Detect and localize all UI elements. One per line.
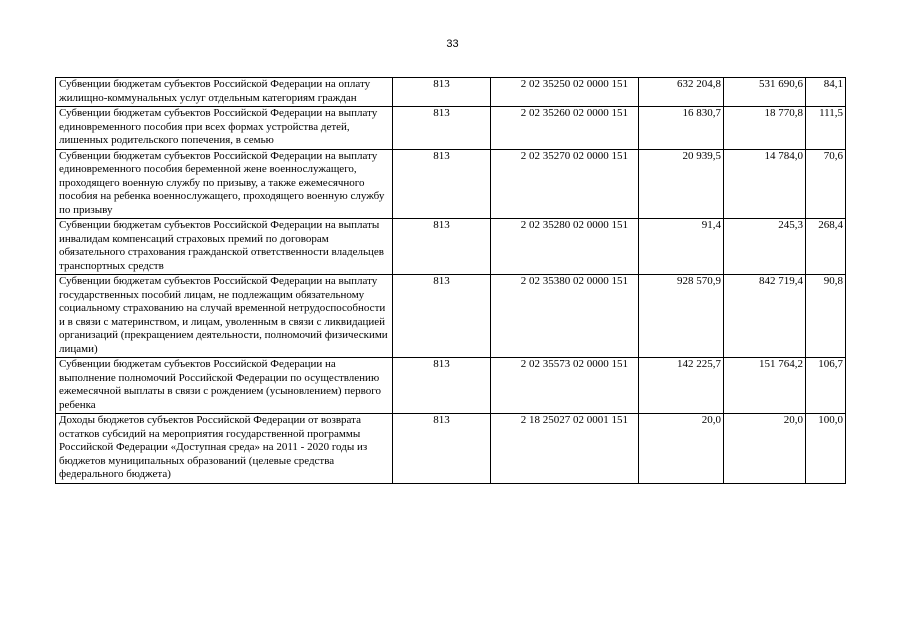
row-percent: 90,8 xyxy=(806,275,846,358)
row-description: Субвенции бюджетам субъектов Российской Федерации на выплату государственных пособий лицам, не подлежащим обязательному социальному страхованию на случай временной нетрудоспособности и в связи с материнством, и лицам, уволенным в связи с ликвидацией организаций (прекращением деятельности, полномочий физическими лицами) xyxy=(56,275,393,358)
row-budget-code: 2 02 35280 02 0000 151 xyxy=(491,219,639,275)
row-description: Субвенции бюджетам субъектов Российской Федерации на выплату единовременного пособия при всех формах устройства детей, лишенных родительского попечения, в семью xyxy=(56,107,393,150)
row-admin-code: 813 xyxy=(393,275,491,358)
row-percent: 106,7 xyxy=(806,358,846,414)
row-budget-code: 2 02 35380 02 0000 151 xyxy=(491,275,639,358)
row-value-2: 151 764,2 xyxy=(724,358,806,414)
row-admin-code: 813 xyxy=(393,107,491,150)
row-budget-code: 2 02 35260 02 0000 151 xyxy=(491,107,639,150)
table-row xyxy=(56,414,846,484)
row-description: Субвенции бюджетам субъектов Российской Федерации на оплату жилищно-коммунальных услуг отдельным категориям граждан xyxy=(56,78,393,107)
row-percent: 268,4 xyxy=(806,219,846,275)
row-admin-code: 813 xyxy=(393,414,491,484)
table-row xyxy=(56,358,846,414)
row-value-1: 142 225,7 xyxy=(639,358,724,414)
row-value-1: 928 570,9 xyxy=(639,275,724,358)
table-row xyxy=(56,107,846,150)
row-percent: 84,1 xyxy=(806,78,846,107)
row-budget-code: 2 02 35250 02 0000 151 xyxy=(491,78,639,107)
budget-table xyxy=(55,77,846,484)
row-value-2: 245,3 xyxy=(724,219,806,275)
row-value-1: 16 830,7 xyxy=(639,107,724,150)
row-value-2: 20,0 xyxy=(724,414,806,484)
row-admin-code: 813 xyxy=(393,219,491,275)
row-value-1: 20 939,5 xyxy=(639,149,724,219)
table-row xyxy=(56,149,846,219)
row-percent: 70,6 xyxy=(806,149,846,219)
row-value-2: 842 719,4 xyxy=(724,275,806,358)
row-value-2: 14 784,0 xyxy=(724,149,806,219)
row-value-1: 20,0 xyxy=(639,414,724,484)
row-budget-code: 2 02 35270 02 0000 151 xyxy=(491,149,639,219)
row-description: Субвенции бюджетам субъектов Российской Федерации на выплаты инвалидам компенсаций страховых премий по договорам обязательного страхования гражданской ответственности владельцев транспортных средств xyxy=(56,219,393,275)
row-value-2: 531 690,6 xyxy=(724,78,806,107)
row-value-2: 18 770,8 xyxy=(724,107,806,150)
row-admin-code: 813 xyxy=(393,149,491,219)
row-value-1: 632 204,8 xyxy=(639,78,724,107)
row-description: Субвенции бюджетам субъектов Российской Федерации на выплату единовременного пособия беременной жене военнослужащего, проходящего военную службу по призыву, а также ежемесячного пособия на ребенка военнослужащего, проходящего военную службу по призыву xyxy=(56,149,393,219)
row-description: Субвенции бюджетам субъектов Российской Федерации на выполнение полномочий Российской Федерации по осуществлению ежемесячной выплаты в связи с рождением (усыновлением) первого ребенка xyxy=(56,358,393,414)
row-percent: 111,5 xyxy=(806,107,846,150)
budget-table-body xyxy=(56,78,846,484)
table-row xyxy=(56,275,846,358)
row-admin-code: 813 xyxy=(393,358,491,414)
row-budget-code: 2 18 25027 02 0001 151 xyxy=(491,414,639,484)
row-budget-code: 2 02 35573 02 0000 151 xyxy=(491,358,639,414)
row-admin-code: 813 xyxy=(393,78,491,107)
page-number: 33 xyxy=(446,38,459,50)
table-row xyxy=(56,219,846,275)
row-percent: 100,0 xyxy=(806,414,846,484)
row-value-1: 91,4 xyxy=(639,219,724,275)
row-description: Доходы бюджетов субъектов Российской Федерации от возврата остатков субсидий на мероприятия государственной программы Российской Федерации «Доступная среда» на 2011 - 2020 годы из бюджетов муниципальных образований (целевые средства федерального бюджета) xyxy=(56,414,393,484)
table-row xyxy=(56,78,846,107)
